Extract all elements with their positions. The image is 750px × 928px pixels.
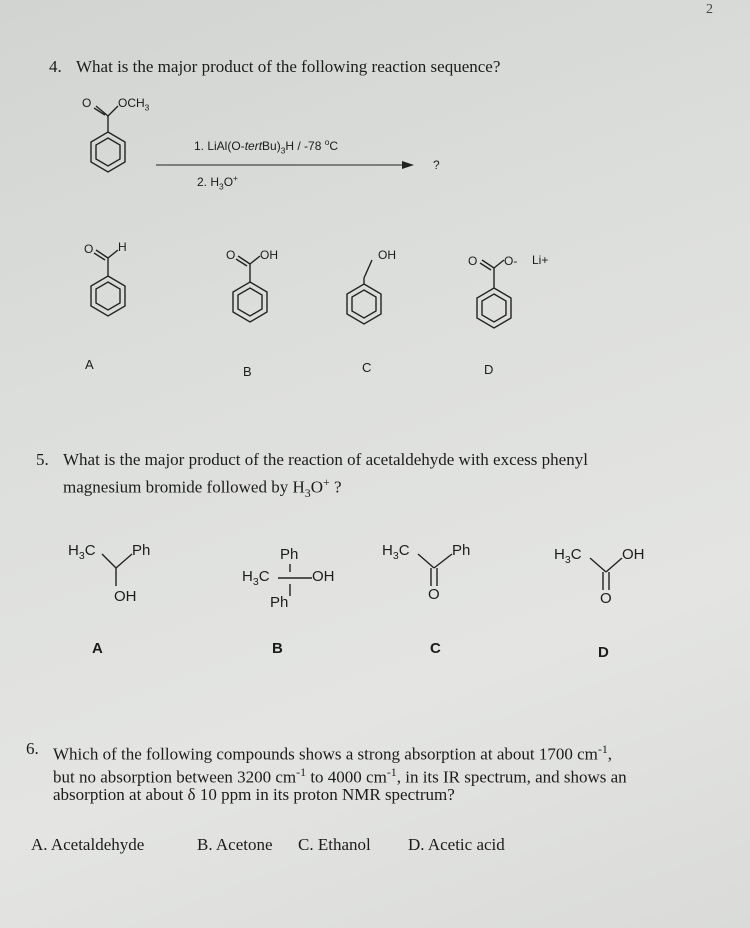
q6-line1: Which of the following compounds shows a strong absorption at about 1700 $cm^{-1}$, — [53, 742, 613, 764]
q5-option-d-structure: $H_3C$ OH O — [554, 546, 645, 607]
q5-option-a-label: A — [92, 640, 103, 657]
q4-option-a-label: A — [85, 357, 94, 372]
q4-option-c-label: C — [362, 360, 372, 375]
q5-option-b-label: B — [272, 640, 283, 657]
q4-reactant-o: O — [82, 96, 92, 110]
q4-reaction-arrow — [156, 160, 418, 170]
q4-option-c-structure: OH — [342, 248, 412, 348]
q6-choice-d: D. Acetic acid — [408, 835, 505, 854]
q4-number: 4. — [49, 57, 62, 76]
q5-number: 5. — [36, 450, 49, 469]
q6-choice-a: A. Acetaldehyde — [31, 835, 145, 854]
q4-product-mark: ? — [433, 158, 440, 172]
q6-choice-c: C. Ethanol — [298, 835, 371, 854]
q6-line2: but no absorption between 3200 $cm^{-1}$ to 4000 $cm^{-1}$, in its IR spectrum, and shows an — [53, 765, 627, 787]
q6-choice-b: B. Acetone — [197, 835, 273, 854]
q5-option-b-structure: Ph $H_3C$ OH Ph — [242, 546, 335, 611]
q4-option-b-structure: O OH — [222, 248, 292, 348]
q4-option-d-structure: O O- Li+ — [462, 250, 562, 350]
q4-step2: 2. $H_3O^+$ — [197, 173, 238, 192]
q5-option-d-label: D — [598, 644, 609, 661]
q6-line3: absorption at about δ 10 ppm in its proton NMR spectrum? — [53, 785, 455, 804]
q4-option-b-label: B — [243, 364, 252, 379]
q4-reactant — [78, 90, 158, 200]
q5-question-line2: magnesium bromide followed by $H_3O^+$ ? — [63, 475, 342, 501]
q5-option-a-structure: $H_3C$ Ph OH — [68, 542, 151, 605]
page-number: 2 — [706, 2, 713, 17]
q4-step1: 1. $LiAl(O-tertBu)_3H / -78$ $^o$C — [194, 137, 339, 156]
q5-option-c-label: C — [430, 640, 441, 657]
q4-question: What is the major product of the following reaction sequence? — [76, 57, 501, 76]
q6-number: 6. — [26, 739, 39, 758]
q5-question-line1: What is the major product of the reaction of acetaldehyde with excess phenyl — [63, 450, 588, 469]
q4-option-d-label: D — [484, 362, 494, 377]
q4-reactant-och3: $OCH_3$ — [118, 96, 150, 113]
q4-option-a-structure: O H — [84, 240, 154, 340]
q5-option-c-structure: $H_3C$ Ph O — [382, 542, 471, 603]
